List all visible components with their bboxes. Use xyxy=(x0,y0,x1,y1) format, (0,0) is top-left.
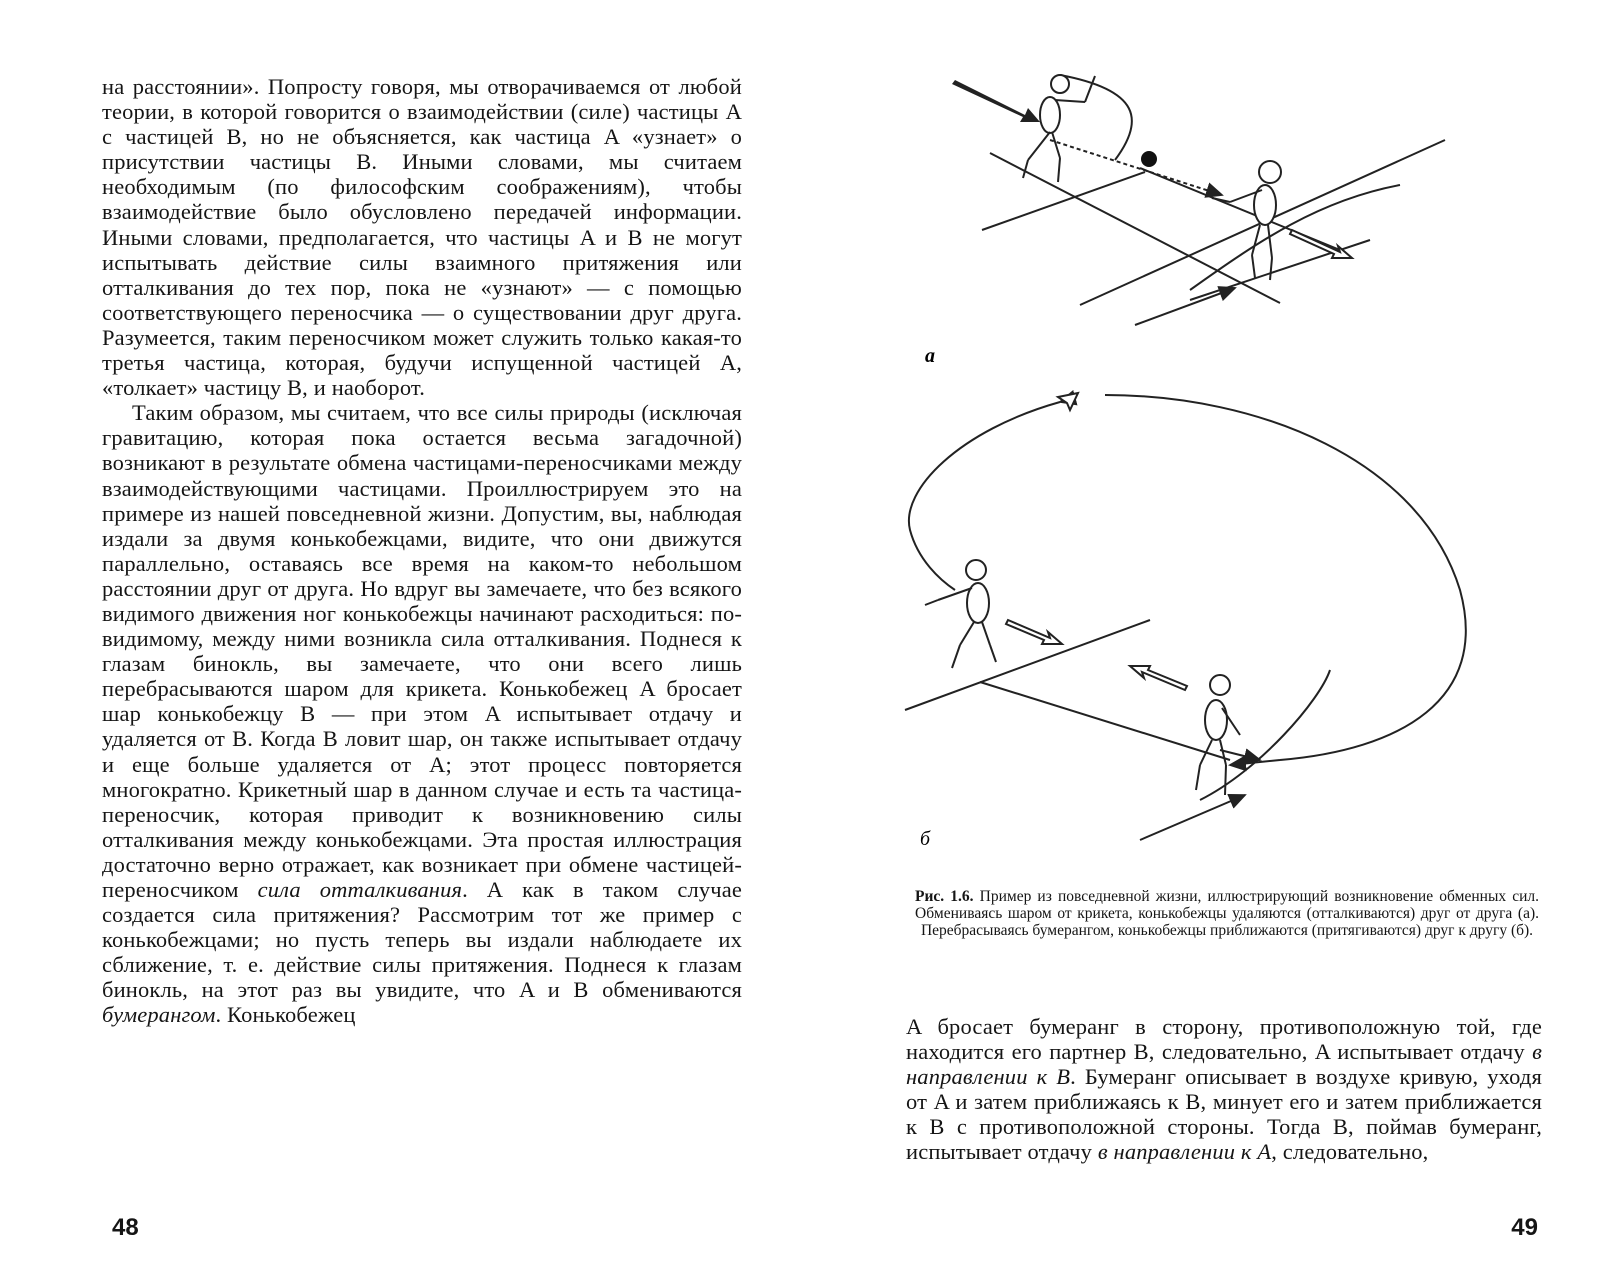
figure-illustration xyxy=(900,60,1510,860)
left-paragraph-2c-text: . Конькобежец xyxy=(215,1002,356,1028)
right-text-3: , следовательно, xyxy=(1271,1139,1429,1165)
recoil-arrows-panel-a xyxy=(952,80,1352,258)
panel-label-a: а xyxy=(925,345,935,367)
skater-b-panel-a xyxy=(1212,161,1281,280)
skater-a-panel-b xyxy=(925,560,996,668)
right-text-1: A бросает бумеранг в сторону, противоположную той, где находится его партнер B, следовательно, A испытывает отдачу xyxy=(906,1014,1542,1065)
italic-repulsion-term: сила отталкивания xyxy=(257,877,463,902)
left-paragraph-2 xyxy=(102,400,742,1027)
left-page-text xyxy=(102,74,742,1028)
left-paragraph-2b-text: . А как в таком случае создается сила притяжения? Рассмотрим тот же пример с конькобежцами; но пусть теперь вы издали наблюдаете их сближение, т. е. действие силы притяжения. Поднеся к глазам бинокль, на этот раз вы увидите, что A и B обмениваются xyxy=(102,877,742,1003)
figure-caption xyxy=(915,888,1539,940)
right-paragraph xyxy=(906,1014,1542,1165)
italic-towards-a: в направлении к A xyxy=(1097,1139,1272,1165)
caption-lead: Рис. 1.6. xyxy=(915,888,974,905)
page-number-right: 49 xyxy=(1511,1214,1538,1241)
right-page-text xyxy=(906,1014,1542,1165)
italic-boomerang-term: бумерангом xyxy=(102,1002,216,1028)
right-text-2: . Бумеранг описывает в воздухе кривую, уходя от A и затем приближаясь к B, минует его и затем приближается к B с противоположной стороны. Тогда B, поймав бумеранг, испытывает отдачу xyxy=(906,1064,1542,1165)
italic-towards-b: в направлении к B xyxy=(906,1039,1543,1090)
panel-b-diagram xyxy=(905,395,1466,840)
cricket-ball xyxy=(1141,151,1157,167)
right-page xyxy=(800,0,1600,1275)
left-paragraph-2-text: Таким образом, мы считаем, что все силы природы (исключая гравитацию, которая пока остается весьма загадочной) возникают в результате обмена частицами-переносчиками между взаимодействующими частицами. Проиллюстрируем это на примере из нашей повседневной жизни. Допустим, вы, наблюдая издали за двумя конькобежцами, видите, что они движутся параллельно, оставаясь все время на каком-то небольшом расстоянии друг от друга. Но вдруг вы замечаете, что без всякого видимого движения ног конькобежцы начинают расходиться: по-видимому, между ними возникла сила отталкивания. Поднеся к глазам бинокль, вы замечаете, что они всего лишь перебрасываются шаром для крикета. Конькобежец A бросает шар конькобежцу B — при этом A испытывает отдачу и удаляется от B. Когда B ловит шар, он также испытывает отдачу и еще больше удаляется от A; этот процесс повторяется многократно. Крикетный шар в данном случае и есть та частица-переносчик, которая приводит к возникновению силы отталкивания между конькобежцами. Эта простая иллюстрация достаточно верно отражает, как возникает при обмене частицей-переносчиком xyxy=(102,400,742,902)
page-number-left: 48 xyxy=(112,1214,139,1241)
recoil-arrows-panel-b xyxy=(1006,620,1187,690)
panel-label-b: б xyxy=(920,828,931,850)
caption-text: Пример из повседневной жизни, иллюстрирующий возникновение обменных сил. Обмениваясь шаром от крикета, конькобежцы удаляются (отталкиваются) друг от друга (а). Перебрасываясь бумерангом, конькобежцы приближаются (притягиваются) друг к другу (б). xyxy=(915,888,1540,940)
boomerang xyxy=(1058,393,1078,410)
figure-1-6 xyxy=(900,60,1510,865)
skater-b-panel-b xyxy=(1196,675,1240,795)
skater-a-panel-a xyxy=(1023,75,1095,182)
left-paragraph-1: на расстоянии». Попросту говоря, мы отворачиваемся от любой теории, в которой говорится о взаимодействии (силе) частицы A с частицей B, но не объясняется, как частица A «узнает» о присутствии частицы B. Иными словами, мы считаем необходимым (по философским соображениям), чтобы взаимодействие было обусловлено передачей информации. Иными словами, предполагается, что частицы A и B не могут испытывать действие силы взаимного притяжения или отталкивания до тех пор, пока не «узнают» — с помощью соответствующего переносчика — о существовании друг друга. Разумеется, таким переносчиком может служить только какая-то третья частица, которая, будучи испущенной частицей A, «толкает» частицу B, и наоборот. xyxy=(102,74,742,401)
